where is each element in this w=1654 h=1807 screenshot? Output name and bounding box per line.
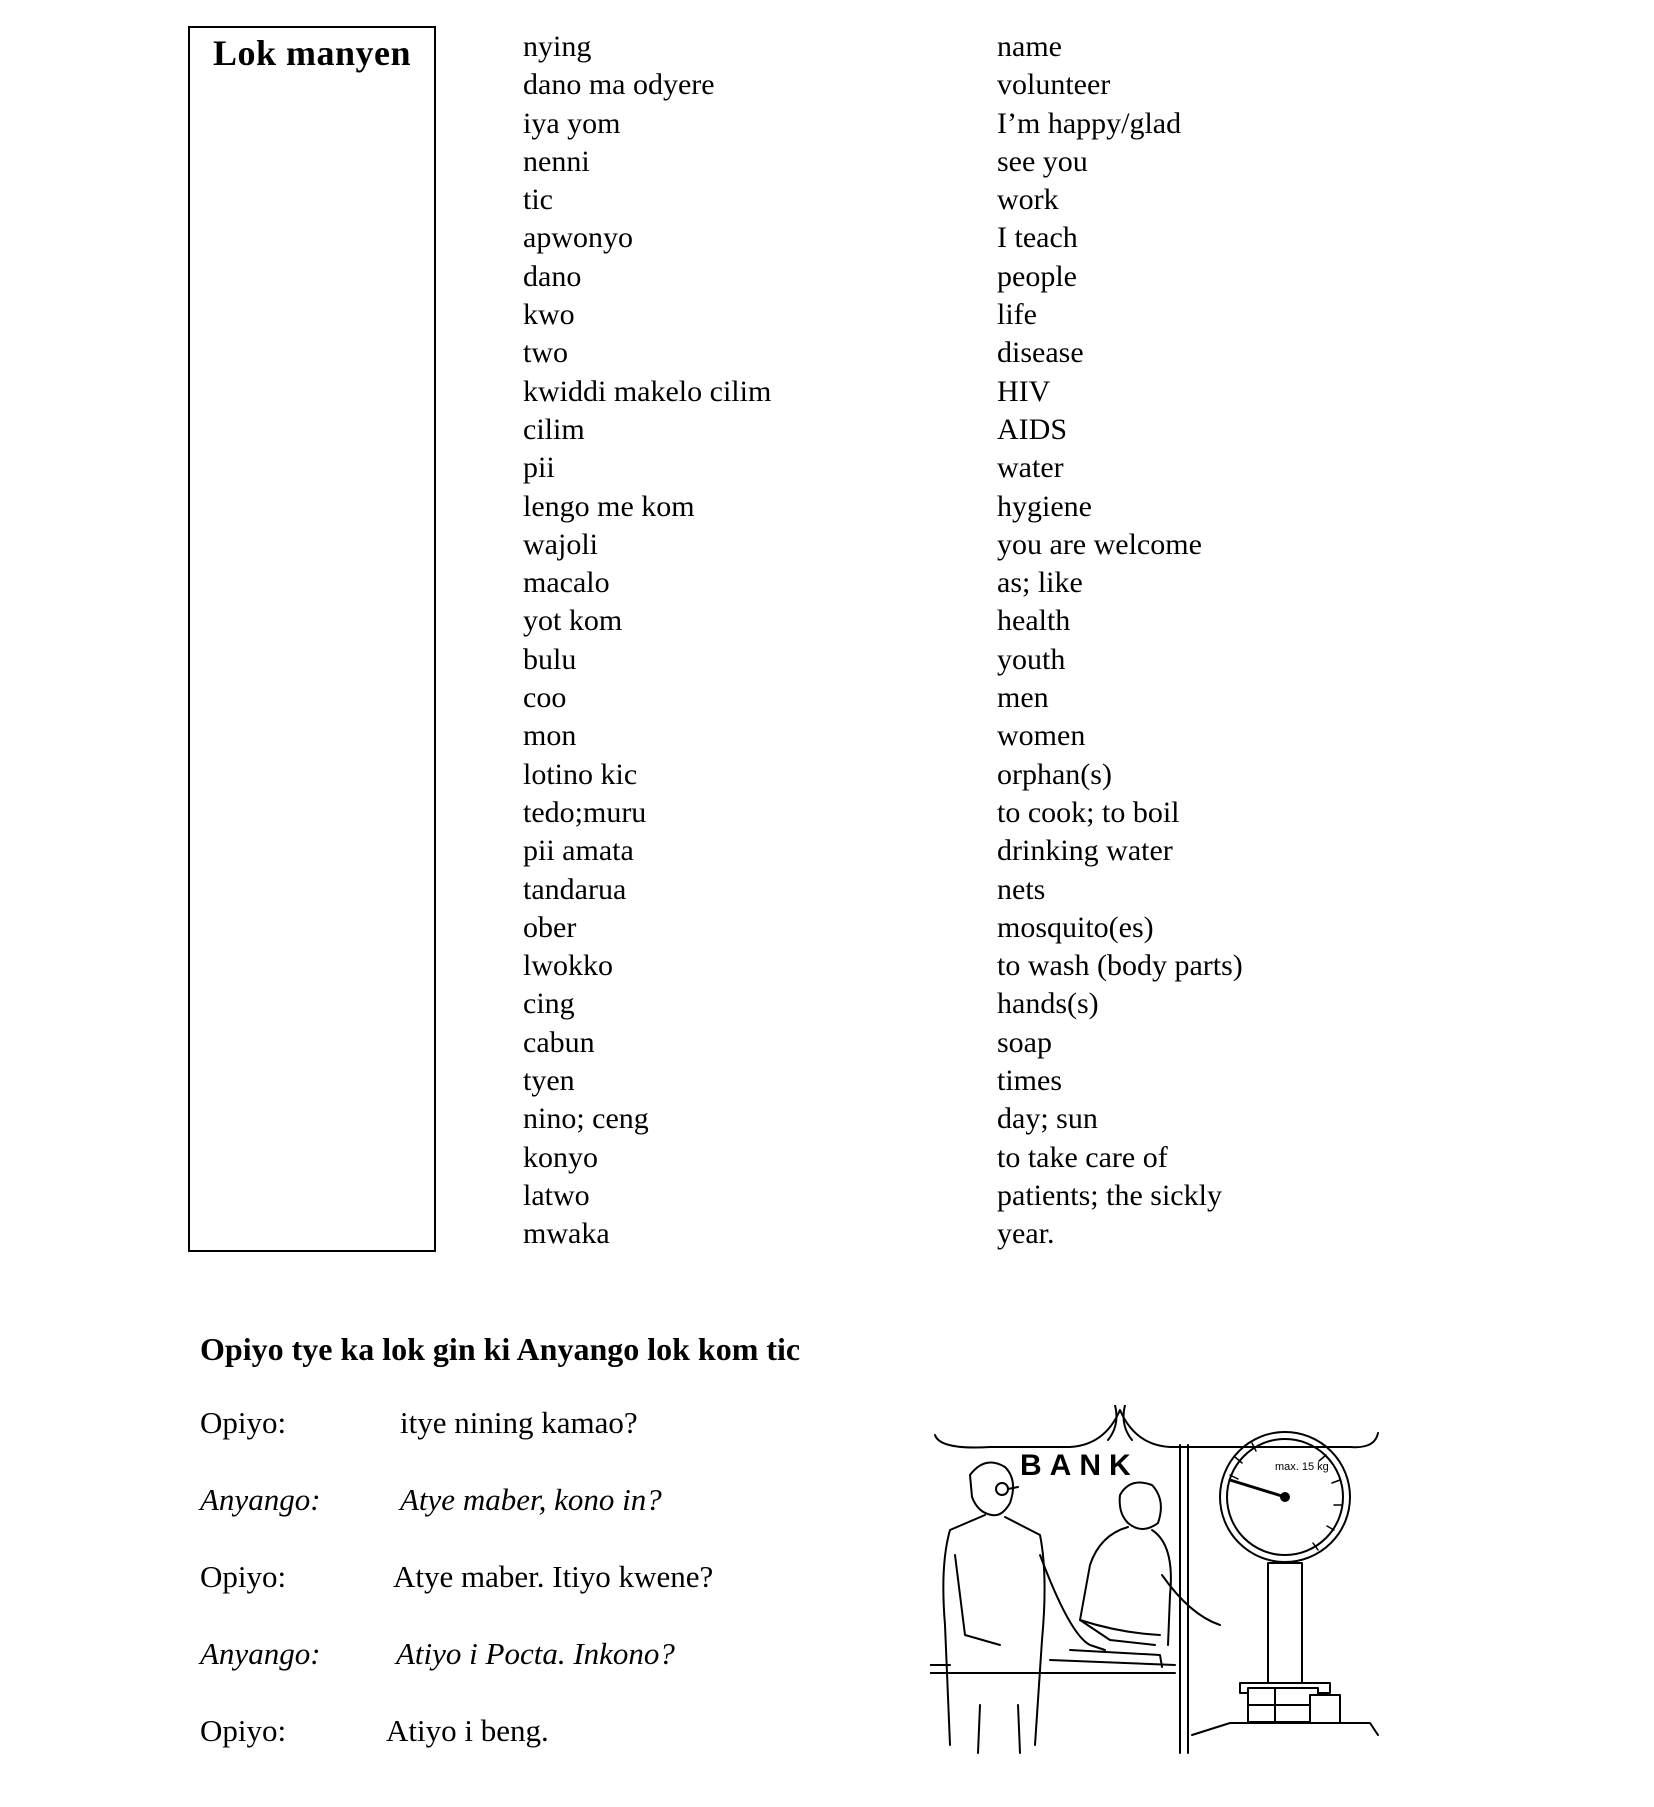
vocabulary-english-gloss: to cook; to boil <box>997 795 1180 829</box>
vocabulary-lwo-word: wajoli <box>523 527 598 561</box>
vocabulary-english-gloss: youth <box>997 642 1066 676</box>
clerk-figure <box>1120 1483 1161 1529</box>
vocabulary-english-gloss: drinking water <box>997 834 1173 868</box>
vocabulary-english-gloss: soap <box>997 1025 1052 1059</box>
vocabulary-lwo-word: ober <box>523 910 577 944</box>
vocabulary-english-gloss: name <box>997 30 1062 63</box>
vocabulary-english-gloss: hands(s) <box>997 987 1099 1021</box>
vocabulary-english-gloss: year. <box>997 1217 1055 1251</box>
vocabulary-lwo-word: lotino kic <box>523 757 638 791</box>
vocabulary-lwo-word: bulu <box>523 642 577 676</box>
dialogue-speaker: Opiyo: <box>200 1405 287 1440</box>
vocabulary-english-gloss: as; like <box>997 566 1083 600</box>
dialogue-utterance: Atye maber. Itiyo kwene? <box>393 1559 714 1594</box>
vocabulary-english-gloss: mosquito(es) <box>997 910 1154 944</box>
vocabulary-english-gloss: to wash (body parts) <box>997 949 1243 983</box>
vocabulary-lwo-word: pii amata <box>523 834 634 868</box>
vocabulary-english-gloss: hygiene <box>997 489 1092 523</box>
vocabulary-lwo-word: nying <box>523 30 592 63</box>
vocabulary-english-gloss: women <box>997 719 1086 753</box>
vocabulary-lwo-word: dano ma odyere <box>523 68 715 102</box>
vocabulary-lwo-word: two <box>523 336 568 370</box>
vocabulary-english-gloss: disease <box>997 336 1084 370</box>
vocabulary-english-gloss: water <box>997 451 1064 485</box>
vocabulary-lwo-word: iya yom <box>523 106 621 140</box>
vocabulary-lwo-word: mwaka <box>523 1217 610 1251</box>
vocabulary-lwo-word: nenni <box>523 144 590 178</box>
dialogue-title: Opiyo tye ka lok gin ki Anyango lok kom tic <box>200 1331 801 1367</box>
vocabulary-lwo-word: tandarua <box>523 872 627 906</box>
vocabulary-english-gloss: men <box>997 681 1049 715</box>
scale-label: max. 15 kg <box>1275 1461 1329 1473</box>
vocabulary-lwo-word: pii <box>523 451 555 485</box>
vocabulary-lwo-word: dano <box>523 259 582 293</box>
vocabulary-english-gloss: patients; the sickly <box>997 1178 1222 1212</box>
counter-scene-illustration <box>930 1405 1380 1755</box>
vocabulary-lwo-word: apwonyo <box>523 221 633 255</box>
vocabulary-english-gloss: see you <box>997 144 1088 178</box>
vocabulary-lwo-word: latwo <box>523 1178 590 1212</box>
vocabulary-lwo-word: coo <box>523 681 567 715</box>
vocabulary-english-gloss: HIV <box>997 374 1051 408</box>
dialogue-utterance: itye nining kamao? <box>400 1405 638 1440</box>
vocabulary-lwo-word: nino; ceng <box>523 1102 649 1136</box>
vocabulary-english-gloss: to take care of <box>997 1140 1168 1174</box>
vocabulary-title-box <box>188 26 436 1252</box>
vocabulary-english-gloss: life <box>997 298 1037 332</box>
vocabulary-lwo-word: macalo <box>523 566 610 600</box>
dialogue-speaker: Opiyo: <box>200 1559 287 1594</box>
vocabulary-lwo-word: lwokko <box>523 949 613 983</box>
vocabulary-english-gloss: day; sun <box>997 1102 1098 1136</box>
vocabulary-english-gloss: I teach <box>997 221 1078 255</box>
dialogue-speaker: Anyango: <box>200 1636 321 1671</box>
vocabulary-english-gloss: people <box>997 259 1077 293</box>
dialogue-speaker: Anyango: <box>200 1482 321 1517</box>
dialogue-utterance: Atye maber, kono in? <box>400 1482 662 1517</box>
vocabulary-lwo-word: cabun <box>523 1025 595 1059</box>
vocabulary-english-gloss: orphan(s) <box>997 757 1112 791</box>
vocabulary-lwo-word: tic <box>523 183 553 217</box>
vocabulary-english-gloss: nets <box>997 872 1046 906</box>
vocabulary-english-gloss: you are welcome <box>997 527 1202 561</box>
bank-sign-text: BANK <box>1020 1449 1139 1482</box>
vocabulary-lwo-word: lengo me kom <box>523 489 695 523</box>
vocabulary-english-gloss: volunteer <box>997 68 1111 102</box>
vocabulary-english-gloss: I’m happy/glad <box>997 106 1182 140</box>
vocabulary-lwo-word: konyo <box>523 1140 598 1174</box>
vocabulary-lwo-word: mon <box>523 719 577 753</box>
dialogue-utterance: Atiyo i Pocta. Inkono? <box>396 1636 675 1671</box>
vocabulary-lwo-column <box>523 28 771 1254</box>
vocabulary-title: Lok manyen <box>212 33 412 73</box>
vocabulary-english-column <box>997 28 1243 1254</box>
vocabulary-lwo-word: tedo;muru <box>523 795 647 829</box>
vocabulary-english-gloss: times <box>997 1064 1062 1098</box>
vocabulary-lwo-word: yot kom <box>523 604 623 638</box>
customer-figure <box>970 1463 1013 1516</box>
vocabulary-lwo-word: kwiddi makelo cilim <box>523 374 772 408</box>
vocabulary-english-gloss: work <box>997 183 1059 217</box>
vocabulary-lwo-word: cing <box>523 987 575 1021</box>
dialogue-speaker: Opiyo: <box>200 1713 287 1748</box>
dialogue-utterance: Atiyo i beng. <box>386 1713 549 1748</box>
vocabulary-lwo-word: tyen <box>523 1064 575 1098</box>
vocabulary-lwo-word: cilim <box>523 412 585 446</box>
vocabulary-english-gloss: health <box>997 604 1071 638</box>
vocabulary-lwo-word: kwo <box>523 298 575 332</box>
vocabulary-english-gloss: AIDS <box>997 412 1068 446</box>
